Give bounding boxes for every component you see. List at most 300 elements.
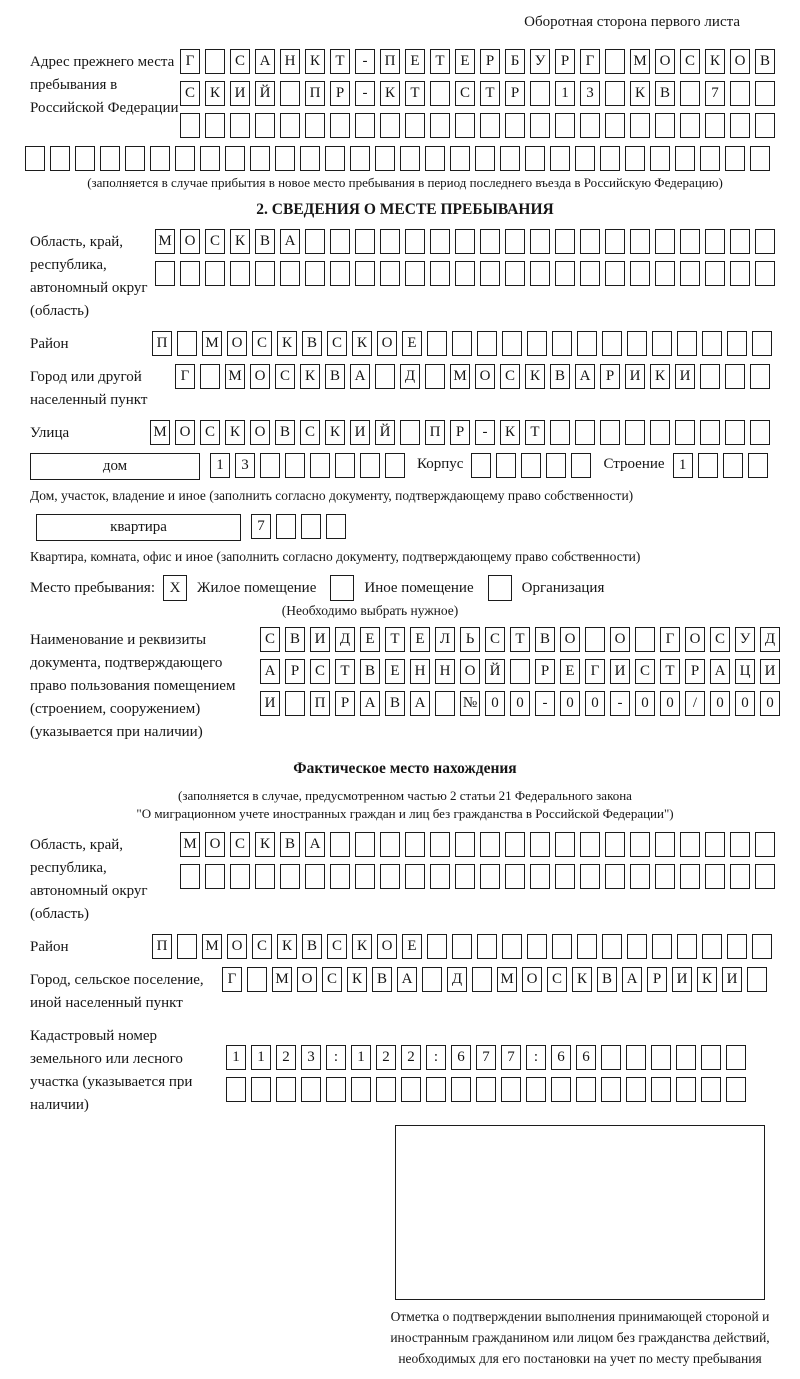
char-cell[interactable]: - <box>475 420 495 445</box>
char-cell[interactable] <box>601 1077 621 1102</box>
char-cell[interactable]: П <box>425 420 445 445</box>
prev-address-row-2[interactable] <box>180 81 775 106</box>
char-cell[interactable] <box>502 331 522 356</box>
char-cell[interactable]: И <box>625 364 645 389</box>
char-cell[interactable]: К <box>352 934 372 959</box>
char-cell[interactable] <box>477 934 497 959</box>
prev-address-row-1[interactable] <box>180 49 775 74</box>
char-cell[interactable]: К <box>705 49 725 74</box>
char-cell[interactable] <box>247 967 267 992</box>
char-cell[interactable] <box>505 864 525 889</box>
char-cell[interactable]: 2 <box>376 1045 396 1070</box>
char-cell[interactable] <box>600 146 620 171</box>
char-cell[interactable] <box>355 113 375 138</box>
char-cell[interactable]: 1 <box>226 1045 246 1070</box>
char-cell[interactable]: Г <box>180 49 200 74</box>
char-cell[interactable] <box>180 261 200 286</box>
char-cell[interactable]: Н <box>280 49 300 74</box>
char-cell[interactable]: С <box>300 420 320 445</box>
char-cell[interactable]: К <box>205 81 225 106</box>
char-cell[interactable]: Р <box>555 49 575 74</box>
char-cell[interactable] <box>725 364 745 389</box>
char-cell[interactable] <box>405 229 425 254</box>
char-cell[interactable] <box>177 934 197 959</box>
char-cell[interactable] <box>725 420 745 445</box>
char-cell[interactable]: К <box>300 364 320 389</box>
char-cell[interactable]: С <box>500 364 520 389</box>
char-cell[interactable]: М <box>272 967 292 992</box>
char-cell[interactable]: Т <box>525 420 545 445</box>
char-cell[interactable] <box>380 229 400 254</box>
char-cell[interactable] <box>200 364 220 389</box>
char-cell[interactable]: О <box>377 331 397 356</box>
char-cell[interactable] <box>755 113 775 138</box>
char-cell[interactable] <box>505 229 525 254</box>
char-cell[interactable] <box>755 832 775 857</box>
char-cell[interactable] <box>680 229 700 254</box>
char-cell[interactable] <box>285 453 305 478</box>
checkbox-organization[interactable] <box>488 575 512 601</box>
char-cell[interactable]: А <box>410 691 430 716</box>
char-cell[interactable] <box>550 420 570 445</box>
char-cell[interactable]: О <box>377 934 397 959</box>
char-cell[interactable]: И <box>722 967 742 992</box>
char-cell[interactable] <box>551 1077 571 1102</box>
char-cell[interactable]: П <box>152 331 172 356</box>
char-cell[interactable] <box>530 261 550 286</box>
char-cell[interactable] <box>650 146 670 171</box>
char-cell[interactable] <box>400 420 420 445</box>
char-cell[interactable] <box>177 331 197 356</box>
char-cell[interactable]: 3 <box>235 453 255 478</box>
char-cell[interactable]: В <box>755 49 775 74</box>
char-cell[interactable] <box>480 864 500 889</box>
char-cell[interactable] <box>677 331 697 356</box>
char-cell[interactable] <box>630 832 650 857</box>
char-cell[interactable] <box>255 261 275 286</box>
char-cell[interactable]: В <box>385 691 405 716</box>
char-cell[interactable]: 1 <box>673 453 693 478</box>
char-cell[interactable] <box>626 1077 646 1102</box>
char-cell[interactable]: К <box>380 81 400 106</box>
char-cell[interactable]: У <box>735 627 755 652</box>
char-cell[interactable]: Е <box>385 659 405 684</box>
char-cell[interactable]: Т <box>335 659 355 684</box>
char-cell[interactable] <box>150 146 170 171</box>
char-cell[interactable] <box>276 1077 296 1102</box>
char-cell[interactable]: Т <box>510 627 530 652</box>
char-cell[interactable] <box>500 146 520 171</box>
char-cell[interactable]: В <box>655 81 675 106</box>
char-cell[interactable]: Г <box>660 627 680 652</box>
region-row-1[interactable] <box>155 229 775 254</box>
char-cell[interactable] <box>555 229 575 254</box>
char-cell[interactable]: С <box>252 331 272 356</box>
char-cell[interactable]: С <box>275 364 295 389</box>
char-cell[interactable] <box>430 229 450 254</box>
char-cell[interactable] <box>705 113 725 138</box>
char-cell[interactable] <box>600 420 620 445</box>
char-cell[interactable] <box>455 113 475 138</box>
char-cell[interactable] <box>255 113 275 138</box>
char-cell[interactable]: А <box>360 691 380 716</box>
char-cell[interactable] <box>605 49 625 74</box>
char-cell[interactable] <box>285 691 305 716</box>
char-cell[interactable]: М <box>497 967 517 992</box>
char-cell[interactable]: 0 <box>735 691 755 716</box>
char-cell[interactable]: Е <box>455 49 475 74</box>
char-cell[interactable] <box>251 1077 271 1102</box>
char-cell[interactable] <box>455 229 475 254</box>
char-cell[interactable]: Р <box>335 691 355 716</box>
house-number-cells[interactable] <box>210 453 405 478</box>
char-cell[interactable] <box>480 832 500 857</box>
char-cell[interactable]: С <box>200 420 220 445</box>
char-cell[interactable]: 6 <box>551 1045 571 1070</box>
char-cell[interactable] <box>405 832 425 857</box>
char-cell[interactable] <box>350 146 370 171</box>
char-cell[interactable] <box>635 627 655 652</box>
char-cell[interactable] <box>301 514 321 539</box>
char-cell[interactable] <box>50 146 70 171</box>
char-cell[interactable] <box>580 229 600 254</box>
char-cell[interactable]: 7 <box>705 81 725 106</box>
char-cell[interactable] <box>530 832 550 857</box>
char-cell[interactable] <box>480 261 500 286</box>
prev-address-row-4[interactable] <box>25 146 780 171</box>
char-cell[interactable] <box>630 113 650 138</box>
char-cell[interactable]: О <box>655 49 675 74</box>
char-cell[interactable] <box>702 934 722 959</box>
char-cell[interactable]: С <box>260 627 280 652</box>
char-cell[interactable] <box>750 420 770 445</box>
char-cell[interactable]: С <box>547 967 567 992</box>
char-cell[interactable]: О <box>475 364 495 389</box>
char-cell[interactable] <box>680 261 700 286</box>
char-cell[interactable] <box>705 832 725 857</box>
char-cell[interactable] <box>452 331 472 356</box>
char-cell[interactable] <box>546 453 566 478</box>
char-cell[interactable]: Е <box>560 659 580 684</box>
char-cell[interactable]: 0 <box>560 691 580 716</box>
char-cell[interactable] <box>226 1077 246 1102</box>
char-cell[interactable]: С <box>230 832 250 857</box>
char-cell[interactable] <box>555 832 575 857</box>
char-cell[interactable] <box>326 514 346 539</box>
char-cell[interactable]: Г <box>222 967 242 992</box>
char-cell[interactable]: Е <box>410 627 430 652</box>
char-cell[interactable]: Ц <box>735 659 755 684</box>
char-cell[interactable]: 6 <box>576 1045 596 1070</box>
char-cell[interactable]: С <box>635 659 655 684</box>
char-cell[interactable] <box>300 146 320 171</box>
char-cell[interactable] <box>505 832 525 857</box>
char-cell[interactable] <box>730 864 750 889</box>
char-cell[interactable]: А <box>280 229 300 254</box>
char-cell[interactable] <box>480 113 500 138</box>
char-cell[interactable] <box>230 261 250 286</box>
char-cell[interactable] <box>405 113 425 138</box>
char-cell[interactable] <box>752 331 772 356</box>
char-cell[interactable]: О <box>297 967 317 992</box>
char-cell[interactable] <box>480 229 500 254</box>
char-cell[interactable] <box>200 146 220 171</box>
char-cell[interactable]: А <box>622 967 642 992</box>
region-row-2[interactable] <box>155 261 775 286</box>
char-cell[interactable] <box>555 113 575 138</box>
char-cell[interactable]: О <box>227 934 247 959</box>
char-cell[interactable]: Р <box>600 364 620 389</box>
char-cell[interactable]: В <box>550 364 570 389</box>
char-cell[interactable]: Т <box>330 49 350 74</box>
char-cell[interactable] <box>230 864 250 889</box>
char-cell[interactable]: Г <box>585 659 605 684</box>
char-cell[interactable]: В <box>597 967 617 992</box>
char-cell[interactable]: М <box>450 364 470 389</box>
apartment-cells[interactable] <box>251 514 346 539</box>
char-cell[interactable]: К <box>572 967 592 992</box>
char-cell[interactable] <box>576 1077 596 1102</box>
char-cell[interactable] <box>676 1077 696 1102</box>
char-cell[interactable] <box>755 81 775 106</box>
char-cell[interactable]: Р <box>505 81 525 106</box>
char-cell[interactable] <box>310 453 330 478</box>
char-cell[interactable] <box>752 934 772 959</box>
char-cell[interactable] <box>723 453 743 478</box>
char-cell[interactable] <box>530 229 550 254</box>
char-cell[interactable] <box>505 261 525 286</box>
char-cell[interactable]: 0 <box>510 691 530 716</box>
char-cell[interactable] <box>577 331 597 356</box>
char-cell[interactable] <box>430 81 450 106</box>
char-cell[interactable] <box>530 113 550 138</box>
cadastre-row-1[interactable] <box>226 1045 746 1070</box>
char-cell[interactable]: Е <box>402 331 422 356</box>
char-cell[interactable]: 2 <box>276 1045 296 1070</box>
char-cell[interactable] <box>435 691 455 716</box>
char-cell[interactable]: Н <box>435 659 455 684</box>
char-cell[interactable]: / <box>685 691 705 716</box>
char-cell[interactable] <box>627 934 647 959</box>
char-cell[interactable]: В <box>535 627 555 652</box>
char-cell[interactable]: И <box>230 81 250 106</box>
char-cell[interactable]: О <box>250 364 270 389</box>
char-cell[interactable]: К <box>325 420 345 445</box>
char-cell[interactable]: А <box>305 832 325 857</box>
char-cell[interactable]: Д <box>760 627 780 652</box>
char-cell[interactable]: Т <box>385 627 405 652</box>
char-cell[interactable]: А <box>710 659 730 684</box>
char-cell[interactable]: В <box>302 934 322 959</box>
char-cell[interactable]: - <box>355 81 375 106</box>
char-cell[interactable] <box>726 1045 746 1070</box>
char-cell[interactable] <box>750 364 770 389</box>
char-cell[interactable]: 1 <box>251 1045 271 1070</box>
char-cell[interactable]: О <box>250 420 270 445</box>
char-cell[interactable] <box>701 1045 721 1070</box>
char-cell[interactable]: М <box>155 229 175 254</box>
char-cell[interactable]: О <box>610 627 630 652</box>
char-cell[interactable] <box>677 934 697 959</box>
char-cell[interactable] <box>225 146 245 171</box>
char-cell[interactable] <box>651 1077 671 1102</box>
char-cell[interactable]: 0 <box>485 691 505 716</box>
checkbox-other-premises[interactable] <box>330 575 354 601</box>
char-cell[interactable]: К <box>255 832 275 857</box>
char-cell[interactable]: А <box>260 659 280 684</box>
char-cell[interactable] <box>401 1077 421 1102</box>
char-cell[interactable]: М <box>630 49 650 74</box>
char-cell[interactable] <box>580 832 600 857</box>
char-cell[interactable] <box>380 864 400 889</box>
char-cell[interactable] <box>700 146 720 171</box>
char-cell[interactable]: В <box>255 229 275 254</box>
char-cell[interactable]: К <box>697 967 717 992</box>
char-cell[interactable] <box>155 261 175 286</box>
char-cell[interactable]: О <box>522 967 542 992</box>
char-cell[interactable]: В <box>372 967 392 992</box>
char-cell[interactable]: Й <box>255 81 275 106</box>
char-cell[interactable] <box>755 864 775 889</box>
char-cell[interactable]: Р <box>535 659 555 684</box>
char-cell[interactable]: 0 <box>635 691 655 716</box>
char-cell[interactable] <box>405 864 425 889</box>
char-cell[interactable]: Р <box>285 659 305 684</box>
char-cell[interactable]: 2 <box>401 1045 421 1070</box>
char-cell[interactable]: 3 <box>580 81 600 106</box>
char-cell[interactable] <box>605 864 625 889</box>
char-cell[interactable]: Н <box>410 659 430 684</box>
char-cell[interactable] <box>571 453 591 478</box>
char-cell[interactable] <box>355 261 375 286</box>
char-cell[interactable]: И <box>675 364 695 389</box>
char-cell[interactable] <box>730 113 750 138</box>
char-cell[interactable] <box>430 261 450 286</box>
char-cell[interactable] <box>375 146 395 171</box>
char-cell[interactable]: М <box>180 832 200 857</box>
char-cell[interactable]: Д <box>400 364 420 389</box>
checkbox-residential[interactable]: X <box>163 575 187 601</box>
char-cell[interactable]: К <box>650 364 670 389</box>
char-cell[interactable]: : <box>526 1045 546 1070</box>
char-cell[interactable] <box>680 113 700 138</box>
char-cell[interactable]: И <box>760 659 780 684</box>
char-cell[interactable] <box>280 113 300 138</box>
char-cell[interactable] <box>730 81 750 106</box>
char-cell[interactable]: А <box>350 364 370 389</box>
char-cell[interactable]: О <box>205 832 225 857</box>
char-cell[interactable] <box>627 331 647 356</box>
char-cell[interactable] <box>502 934 522 959</box>
char-cell[interactable] <box>375 364 395 389</box>
document-row-3[interactable] <box>260 691 780 716</box>
district-row[interactable] <box>152 331 772 356</box>
char-cell[interactable] <box>250 146 270 171</box>
char-cell[interactable]: С <box>327 934 347 959</box>
char-cell[interactable]: Р <box>685 659 705 684</box>
char-cell[interactable]: О <box>175 420 195 445</box>
char-cell[interactable]: К <box>500 420 520 445</box>
char-cell[interactable]: Г <box>580 49 600 74</box>
char-cell[interactable]: 0 <box>760 691 780 716</box>
char-cell[interactable] <box>205 49 225 74</box>
char-cell[interactable] <box>605 113 625 138</box>
char-cell[interactable] <box>355 229 375 254</box>
char-cell[interactable] <box>376 1077 396 1102</box>
char-cell[interactable] <box>680 832 700 857</box>
char-cell[interactable]: К <box>630 81 650 106</box>
char-cell[interactable] <box>730 832 750 857</box>
char-cell[interactable] <box>705 261 725 286</box>
city-2-row[interactable] <box>222 967 767 992</box>
char-cell[interactable]: С <box>322 967 342 992</box>
char-cell[interactable] <box>680 864 700 889</box>
char-cell[interactable] <box>552 331 572 356</box>
region-2-row-2[interactable] <box>180 864 775 889</box>
char-cell[interactable] <box>652 331 672 356</box>
char-cell[interactable] <box>330 832 350 857</box>
char-cell[interactable]: К <box>225 420 245 445</box>
char-cell[interactable] <box>380 113 400 138</box>
char-cell[interactable]: О <box>730 49 750 74</box>
char-cell[interactable] <box>330 229 350 254</box>
cadastre-row-2[interactable] <box>226 1077 746 1102</box>
char-cell[interactable] <box>205 113 225 138</box>
char-cell[interactable] <box>230 113 250 138</box>
char-cell[interactable]: 0 <box>585 691 605 716</box>
char-cell[interactable]: 6 <box>451 1045 471 1070</box>
char-cell[interactable] <box>255 864 275 889</box>
char-cell[interactable] <box>655 113 675 138</box>
char-cell[interactable]: 1 <box>210 453 230 478</box>
char-cell[interactable] <box>355 864 375 889</box>
char-cell[interactable]: - <box>355 49 375 74</box>
char-cell[interactable]: Т <box>480 81 500 106</box>
char-cell[interactable]: Й <box>375 420 395 445</box>
char-cell[interactable]: - <box>610 691 630 716</box>
char-cell[interactable]: Е <box>360 627 380 652</box>
char-cell[interactable] <box>355 832 375 857</box>
char-cell[interactable] <box>730 261 750 286</box>
char-cell[interactable] <box>702 331 722 356</box>
char-cell[interactable] <box>326 1077 346 1102</box>
char-cell[interactable] <box>305 864 325 889</box>
char-cell[interactable] <box>747 967 767 992</box>
char-cell[interactable] <box>380 832 400 857</box>
char-cell[interactable] <box>698 453 718 478</box>
char-cell[interactable] <box>280 261 300 286</box>
char-cell[interactable] <box>505 113 525 138</box>
char-cell[interactable] <box>301 1077 321 1102</box>
char-cell[interactable] <box>100 146 120 171</box>
char-cell[interactable]: В <box>275 420 295 445</box>
char-cell[interactable] <box>427 331 447 356</box>
region-2-row-1[interactable] <box>180 832 775 857</box>
char-cell[interactable]: В <box>280 832 300 857</box>
char-cell[interactable] <box>325 146 345 171</box>
char-cell[interactable] <box>330 113 350 138</box>
char-cell[interactable] <box>330 261 350 286</box>
char-cell[interactable]: С <box>310 659 330 684</box>
char-cell[interactable] <box>351 1077 371 1102</box>
char-cell[interactable] <box>25 146 45 171</box>
char-cell[interactable] <box>430 832 450 857</box>
char-cell[interactable] <box>676 1045 696 1070</box>
char-cell[interactable]: К <box>305 49 325 74</box>
char-cell[interactable]: С <box>252 934 272 959</box>
prev-address-row-3[interactable] <box>180 113 775 138</box>
document-row-2[interactable] <box>260 659 780 684</box>
